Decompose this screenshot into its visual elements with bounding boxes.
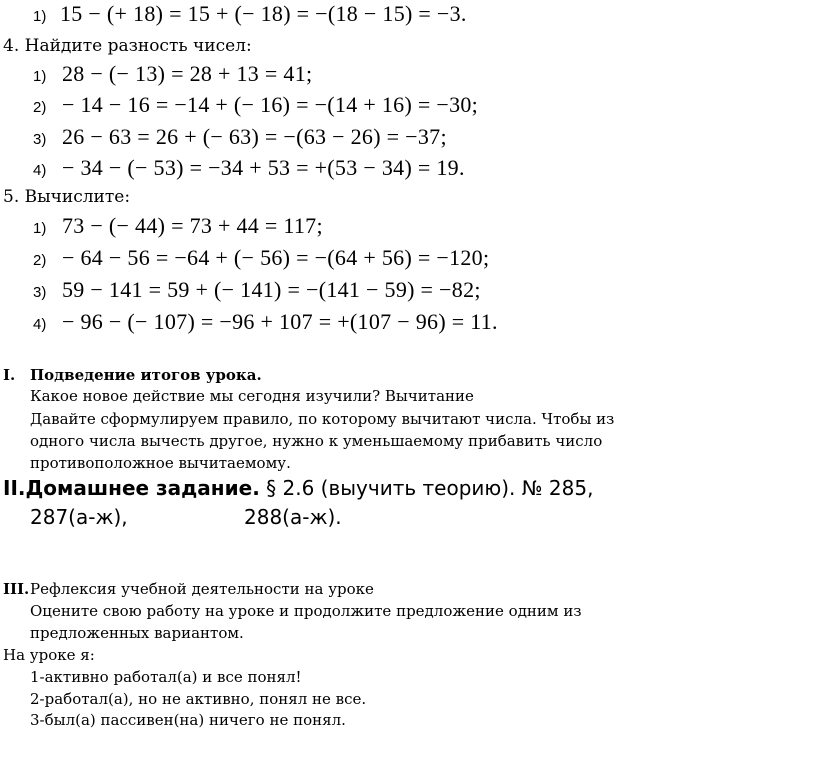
ex3-item-1-number: 1) — [33, 8, 47, 25]
summary-line-4: противоположное вычитаемому. — [30, 454, 291, 472]
ex4-item-2-number: 2) — [33, 99, 47, 116]
ex5-item-3-number: 3) — [33, 284, 47, 301]
homework-task-287: 287(а-ж), — [30, 505, 128, 529]
reflection-option-1: 1-активно работал(а) и все понял! — [30, 668, 302, 686]
reflection-option-3: 3-был(а) пассивен(на) ничего не понял. — [30, 711, 346, 729]
ex4-item-4-expression: − 34 − (− 53) = −34 + 53 = +(53 − 34) = 19. — [62, 155, 465, 180]
reflection-roman-numeral: III. — [3, 580, 30, 598]
summary-title: Подведение итогов урока. — [30, 366, 262, 384]
ex4-item-3-expression: 26 − 63 = 26 + (− 63) = −(63 − 26) = −37; — [62, 124, 447, 149]
ex5-item-1-expression: 73 − (− 44) = 73 + 44 = 117; — [62, 213, 323, 238]
ex4-item-4-number: 4) — [33, 162, 47, 179]
ex4-item-1-expression: 28 − (− 13) = 28 + 13 = 41; — [62, 61, 313, 86]
ex5-item-1-number: 1) — [33, 220, 47, 237]
homework-assignment: § 2.6 (выучить теорию). № 285, — [259, 476, 594, 500]
reflection-line-2: предложенных вариантом. — [30, 624, 244, 642]
reflection-title: Рефлексия учебной деятельности на уроке — [30, 580, 374, 598]
summary-roman-numeral: I. — [3, 366, 16, 384]
summary-line-2: Давайте сформулируем правило, по которому вычитают числа. Чтобы из — [30, 410, 615, 428]
summary-line-3: одного числа вычесть другое, нужно к уменьшаемому прибавить число — [30, 432, 603, 450]
homework-title: Домашнее задание. — [25, 476, 260, 500]
reflection-option-2: 2-работал(а), но не активно, понял не все. — [30, 690, 367, 708]
ex3-item-1-expression: 15 − (+ 18) = 15 + (− 18) = −(18 − 15) = −3. — [60, 1, 467, 26]
ex5-header: 5. Вычислите: — [3, 187, 131, 207]
ex4-item-1-number: 1) — [33, 68, 47, 85]
ex4-item-2-expression: − 14 − 16 = −14 + (− 16) = −(14 + 16) = −30; — [62, 92, 479, 117]
homework-task-288: 288(а-ж). — [244, 505, 342, 529]
homework-line-1 — [3, 476, 593, 500]
ex5-item-4-number: 4) — [33, 316, 47, 333]
ex5-item-4-expression: − 96 − (− 107) = −96 + 107 = +(107 − 96) = 11. — [62, 309, 498, 334]
ex4-item-3-number: 3) — [33, 131, 47, 148]
ex5-item-2-expression: − 64 − 56 = −64 + (− 56) = −(64 + 56) = −120; — [62, 245, 490, 270]
ex5-item-3-expression: 59 − 141 = 59 + (− 141) = −(141 − 59) = −82; — [62, 277, 481, 302]
summary-line-1: Какое новое действие мы сегодня изучили? Вычитание — [30, 387, 474, 405]
ex4-header: 4. Найдите разность чисел: — [3, 36, 252, 56]
ex5-item-2-number: 2) — [33, 252, 47, 269]
reflection-line-1: Оцените свою работу на уроке и продолжите предложение одним из — [30, 602, 582, 620]
reflection-lead: На уроке я: — [3, 646, 95, 664]
homework-roman-numeral: II. — [3, 476, 26, 500]
